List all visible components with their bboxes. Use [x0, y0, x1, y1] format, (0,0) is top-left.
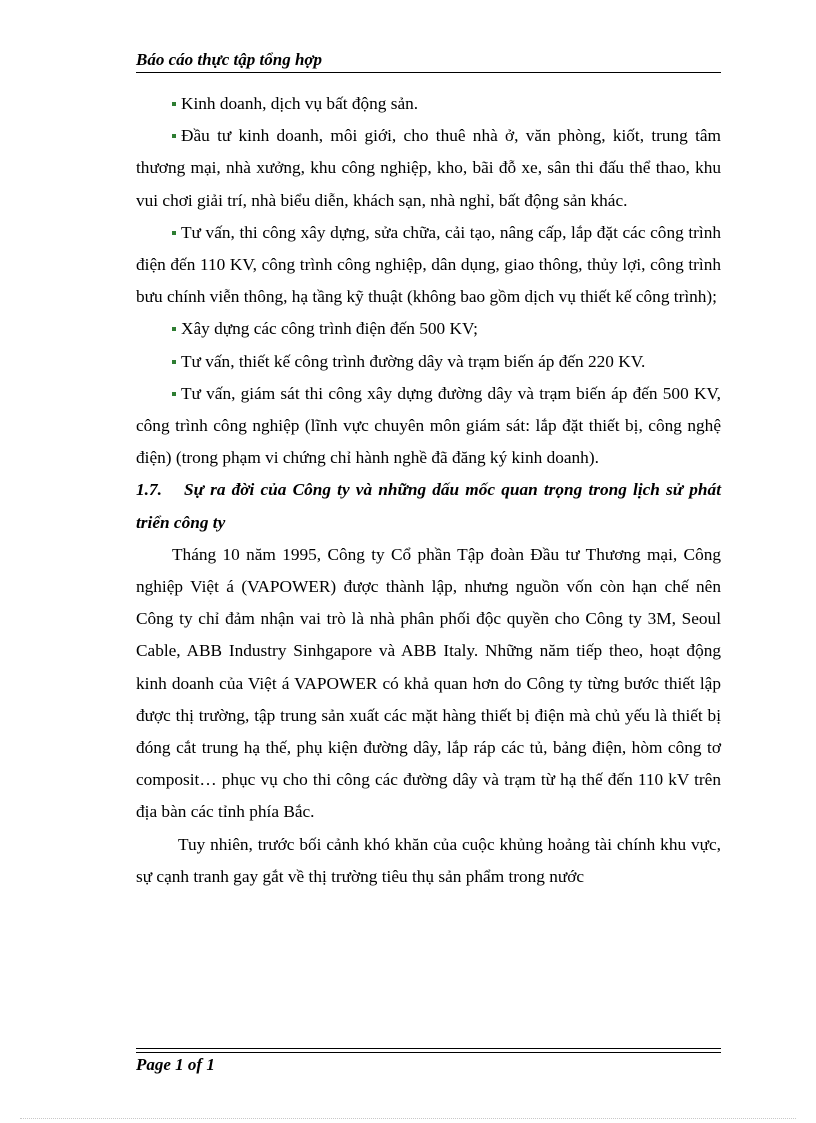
body-paragraph: Tuy nhiên, trước bối cảnh khó khăn của cuộc khủng hoảng tài chính khu vực, sự cạnh tranh gay gắt về thị trường tiêu thụ sản phẩm trong nước — [136, 834, 721, 886]
page-header — [136, 46, 721, 73]
bullet-item: Xây dựng các công trình điện đến 500 KV; — [136, 313, 721, 345]
header-title: Báo cáo thực tập tổng hợp — [136, 50, 323, 69]
bullet-item: Đầu tư kinh doanh, môi giới, cho thuê nhà ở, văn phòng, kiốt, trung tâm thương mại, nhà xưởng, khu công nghiệp, kho, bãi đỗ xe, sân thi đấu thể thao, khu vui chơi giải trí, nhà biểu diễn, khách sạn, nhà nghỉ, bất động sản khác. — [136, 120, 721, 217]
footer-divider — [136, 1048, 721, 1053]
section-title: Sự ra đời của Công ty và những dấu mốc quan trọng trong lịch sử phát triển công ty — [136, 480, 721, 532]
document-body — [136, 88, 721, 893]
section-number: 1.7. — [136, 480, 162, 500]
page-number: Page 1 of 1 — [136, 1055, 215, 1074]
bullet-item: Tư vấn, giám sát thi công xây dựng đường dây và trạm biến áp đến 500 KV, công trình công nghiệp (lĩnh vực chuyên môn giám sát: lắp đặt thiết bị, công nghệ điện) (trong phạm vi chứng chỉ hành nghề đã đăng ký kinh doanh). — [136, 378, 721, 475]
page-bottom-edge — [20, 1118, 796, 1119]
body-paragraph: Tháng 10 năm 1995, Công ty Cổ phần Tập đoàn Đầu tư Thương mại, Công nghiệp Việt á (VAPOWER) được thành lập, nhưng nguồn vốn còn hạn chế nên Công ty chỉ đảm nhận vai trò là nhà phân phối độc quyền cho Công ty 3M, Seoul Cable, ABB Industry Sinhgapore và ABB Italy. Những năm tiếp theo, hoạt động kinh doanh của Việt á VAPOWER có khả quan hơn do Công ty từng bước thiết lập được thị trường, tập trung sản xuất các mặt hàng thiết bị điện mà chủ yếu là thiết bị đóng cắt trung hạ thế, phụ kiện đường dây, lắp ráp các tủ, bảng điện, hòm công tơ composit… phục vụ cho thi công các đường dây và trạm từ hạ thế đến 110 kV trên địa bàn các tỉnh phía Bắc. — [136, 544, 721, 822]
bullet-item: Tư vấn, thiết kế công trình đường dây và trạm biến áp đến 220 KV. — [136, 346, 721, 378]
bullet-item: Kinh doanh, dịch vụ bất động sản. — [136, 88, 721, 120]
section-heading — [136, 474, 721, 538]
bullet-item: Tư vấn, thi công xây dựng, sửa chữa, cải tạo, nâng cấp, lắp đặt các công trình điện đến 110 KV, công trình công nghiệp, dân dụng, giao thông, thủy lợi, công trình bưu chính viễn thông, hạ tầng kỹ thuật (không bao gồm dịch vụ thiết kế công trình); — [136, 217, 721, 314]
